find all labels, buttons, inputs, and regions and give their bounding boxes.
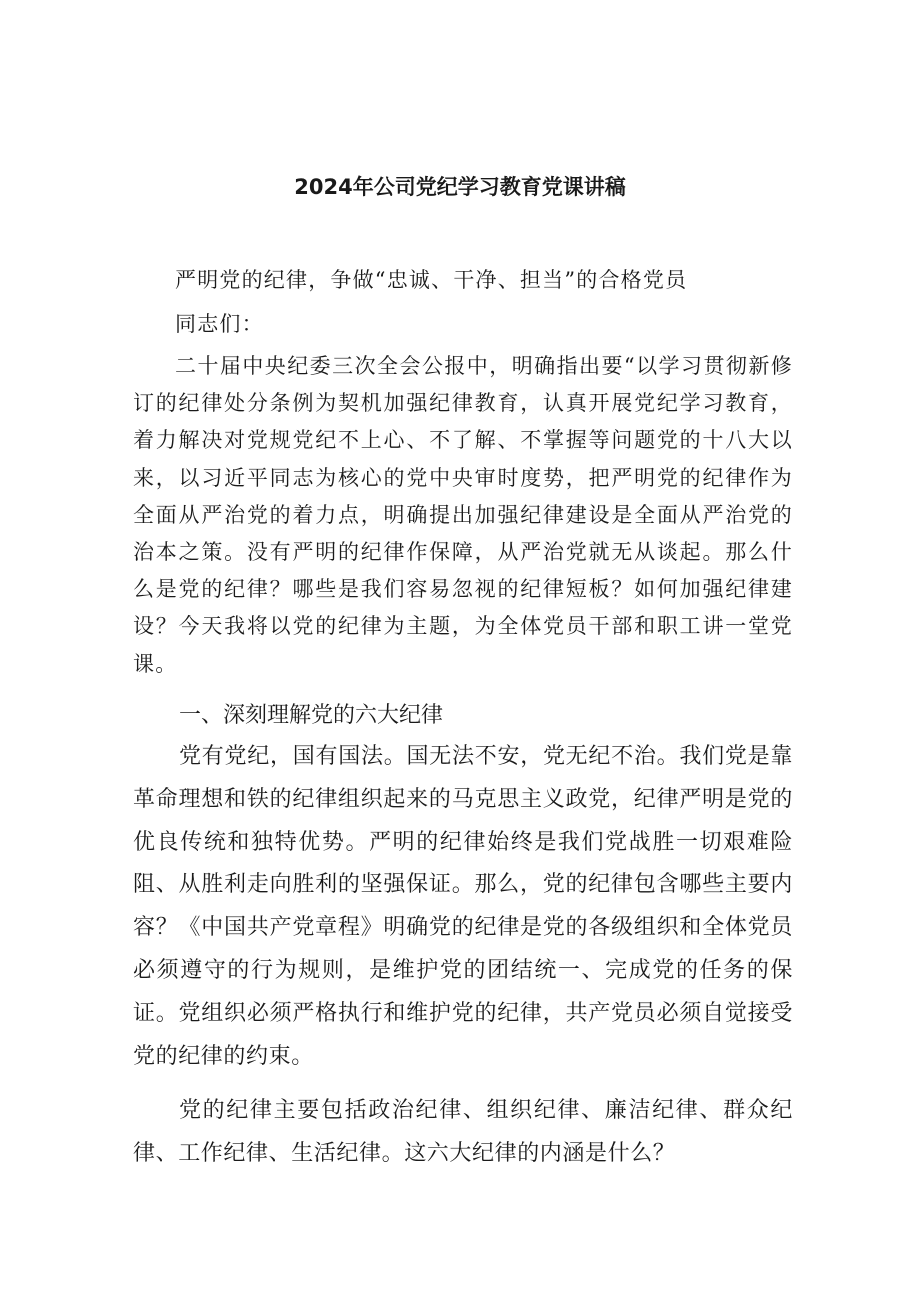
- document-title: 2024年公司党纪学习教育党课讲稿: [294, 175, 626, 199]
- section-paragraph-2: 党的纪律主要包括政治纪律、组织纪律、廉洁纪律、群众纪律、工作纪律、生活纪律。这六大纪律的内涵是什么？: [133, 1098, 793, 1166]
- subtitle-line: 严明党的纪律，争做“忠诚、干净、担当”的合格党员: [175, 268, 688, 292]
- section-heading: 一、深刻理解党的六大纪律: [179, 703, 444, 728]
- section-paragraph-1: 党有党纪，国有国法。国无法不安，党无纪不治。我们党是靠革命理想和铁的纪律组织起来的马克思主义政党，纪律严明是党的优良传统和独特优势。严明的纪律始终是我们党战胜一切艰难险阻、从胜利走向胜利的坚强保证。那么，党的纪律包含哪些主要内容？《中国共产党章程》明确党的纪律是党的各级组织和全体党员必须遵守的行为规则，是维护党的团结统一、完成党的任务的保证。党组织必须严格执行和维护党的纪律，共产党员必须自觉接受党的纪律的约束。: [133, 744, 793, 1069]
- salutation: 同志们：: [175, 312, 264, 336]
- intro-paragraph: 二十届中央纪委三次全会公报中，明确指出要“以学习贯彻新修订的纪律处分条例为契机加强纪律教育，认真开展党纪学习教育，着力解决对党规党纪不上心、不了解、不掌握等问题党的十八大以来，以习近平同志为核心的党中央审时度势，把严明党的纪律作为全面从严治党的着力点，明确提出加强纪律建设是全面从严治党的治本之策。没有严明的纪律作保障，从严治党就无从谈起。那么什么是党的纪律？哪些是我们容易忽视的纪律短板？如何加强纪律建设？今天我将以党的纪律为主题，为全体党员干部和职工讲一堂党课。: [133, 354, 793, 676]
